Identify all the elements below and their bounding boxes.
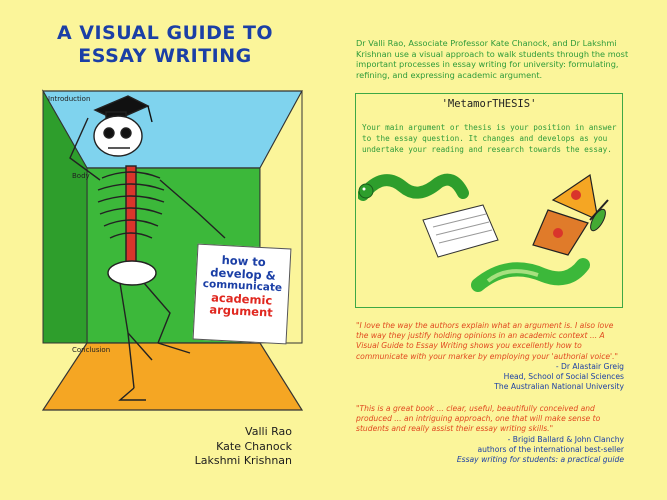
caterpillar-icon	[359, 180, 463, 198]
metamorthesis-text: Your main argument or thesis is your position in answer to the essay question. It changes and develops as you undertake your reading and research towards the essay.	[362, 123, 617, 154]
intro-paragraph: Dr Valli Rao, Associate Professor Kate Chanock, and Dr Lakshmi Krishnan use a visual approach to walk students through the most important processes in essay writing for university: formulating, refining, and expressing academic argument.	[356, 38, 629, 80]
quote-block-2	[356, 404, 624, 465]
quote-text: "This is a great book ... clear, useful, beautifully conceived and produced ... an intriguing approach, one that will make sense to students and really assist their essay writing skills."	[356, 404, 601, 434]
introduction-label: Introduction	[48, 95, 91, 103]
body-label: Body	[72, 172, 90, 180]
quote-attribution-line: Head, School of Social Sciences	[503, 372, 624, 382]
author-name: Lakshmi Krishnan	[194, 454, 292, 467]
quote-attribution-line: - Brigid Ballard & John Clanchy	[507, 434, 624, 444]
quote-book-title: Essay writing for students: a practical guide	[456, 455, 624, 465]
book-icon	[423, 205, 498, 257]
metamorphosis-illustration	[358, 165, 620, 305]
sign-line-1: how to	[221, 252, 267, 270]
sign-card	[193, 244, 292, 345]
conclusion-label: Conclusion	[72, 346, 111, 354]
sign-line-2: develop &	[210, 264, 277, 283]
skull-icon	[94, 116, 142, 156]
author-list	[170, 425, 292, 469]
author-name: Valli Rao	[245, 425, 292, 438]
quote-attribution-line: - Dr Alastair Greig	[555, 361, 624, 371]
title-line-2: ESSAY WRITING	[78, 45, 252, 67]
sign-line-5: argument	[209, 302, 274, 320]
author-name: Kate Chanock	[216, 439, 292, 453]
butterfly-icon	[533, 175, 608, 255]
sign-line-4: academic	[210, 289, 273, 308]
quote-block-1	[356, 321, 624, 392]
quote-attribution-line: authors of the international best-seller	[477, 444, 624, 454]
title-line-1: A VISUAL GUIDE TO	[56, 22, 274, 44]
sign-line-3: communicate	[202, 277, 283, 295]
chrysalis-icon	[478, 265, 583, 285]
book-title	[40, 22, 290, 68]
quote-text: "I love the way the authors explain what an argument is. I also love the way they justify holding opinions in an academic context ... A Visual Guide to Essay Writing shows you excellently how to communicate with your marker by employing your 'authorial voice'."	[356, 321, 619, 361]
metamorthesis-title: 'MetamorTHESIS'	[441, 98, 537, 110]
quote-attribution-line: The Australian National University	[494, 382, 624, 392]
